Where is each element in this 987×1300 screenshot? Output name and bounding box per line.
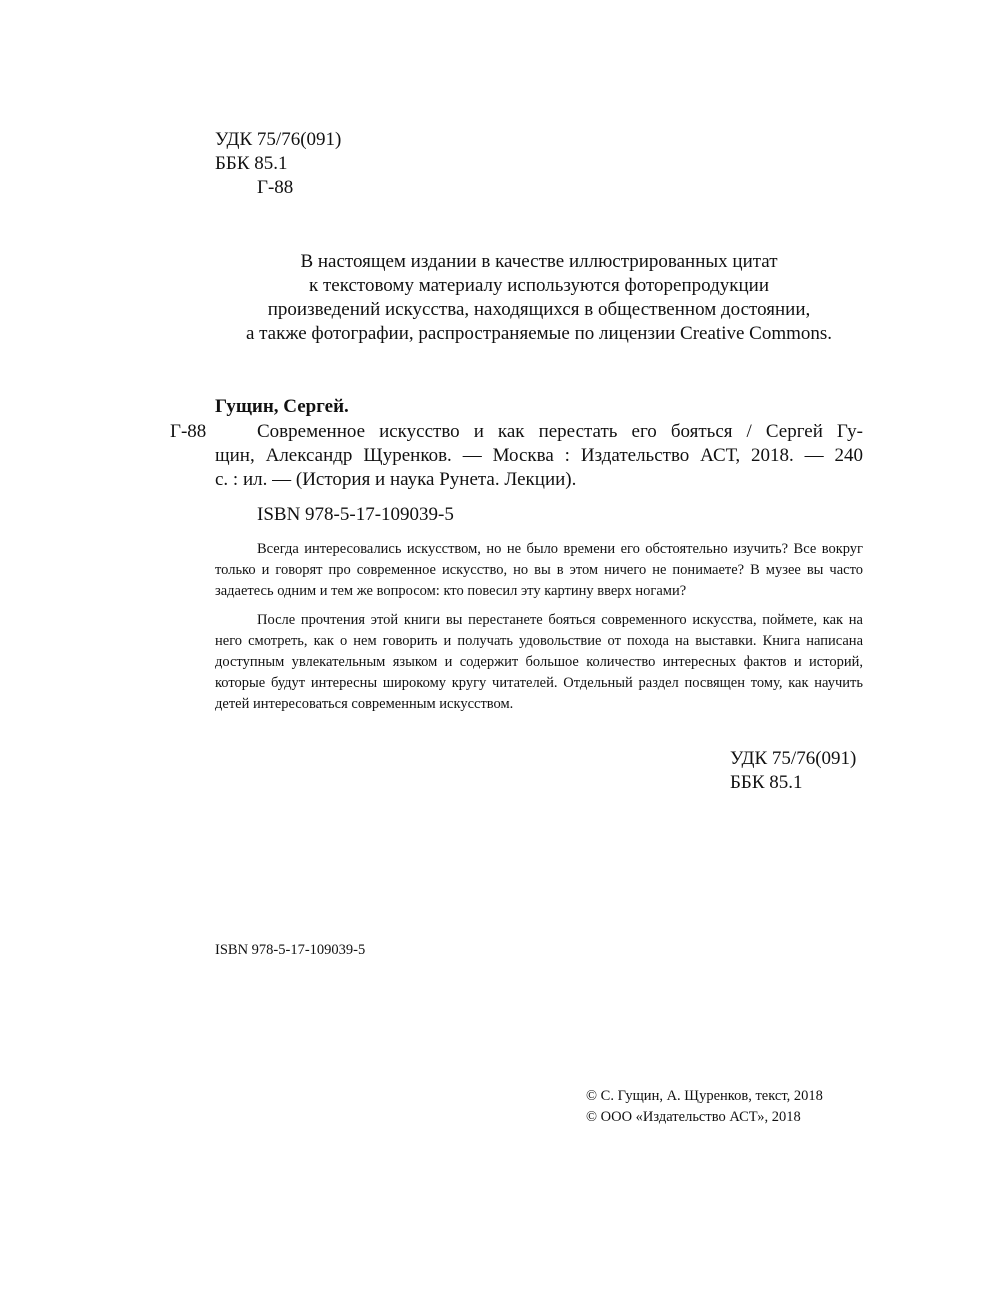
bibliography-line: щин, Александр Щуренков. — Москва : Издательство АСТ, 2018. — 240	[215, 445, 863, 466]
notice-line: к текстовому материалу используются фоторепродукции	[308, 275, 770, 296]
bibliography-side-code: Г-88	[170, 421, 207, 442]
copyright-block	[586, 1086, 823, 1128]
author-mark: Г-88	[257, 177, 294, 198]
bibliography-author: Гущин, Сергей.	[215, 396, 349, 417]
copyright-line: © ООО «Издательство АСТ», 2018	[586, 1109, 801, 1125]
classification-codes-top	[215, 128, 341, 200]
bbk-code: ББК 85.1	[730, 772, 803, 793]
notice-line: произведений искусства, находящихся в общественном достоянии,	[267, 299, 811, 320]
bbk-code: ББК 85.1	[215, 153, 288, 174]
bibliography-line: с. : ил. — (История и наука Рунета. Лекции).	[215, 469, 577, 490]
notice-line: В настоящем издании в качестве иллюстрированных цитат	[300, 251, 778, 272]
annotation-paragraph: После прочтения этой книги вы перестанете бояться современного искусства, поймете, как на него смотреть, как о нем говорить и получать удовольствие от похода на выставки. Книга написана доступным увлекательным языком и содержит большое количество интересных фактов и историй, которые будут интересны широкому кругу читателей. Отдельный раздел посвящен тому, как научить детей интересоваться современным искусством.	[215, 612, 863, 712]
isbn-footer: ISBN 978-5-17-109039-5	[215, 942, 366, 958]
udk-code: УДК 75/76(091)	[215, 129, 342, 150]
notice-line: а также фотографии, распространяемые по лицензии Creative Commons.	[245, 323, 833, 344]
annotation-paragraph: Всегда интересовались искусством, но не было времени его обстоятельно изучить? Все вокруг только и говорят про современное искусство, но вы в этом ничего не понимаете? В музее вы часто задаетесь одним и тем же вопросом: кто повесил эту картину вверх ногами?	[215, 541, 863, 599]
udk-code: УДК 75/76(091)	[730, 748, 857, 769]
bibliography-description	[215, 420, 863, 492]
copyright-line: © С. Гущин, А. Щуренков, текст, 2018	[586, 1088, 823, 1104]
illustration-notice	[215, 250, 863, 346]
bibliography-isbn: ISBN 978-5-17-109039-5	[257, 504, 454, 525]
classification-codes-bottom	[730, 747, 856, 795]
bibliography-line: Современное искусство и как перестать его бояться / Сергей Гу-	[257, 421, 863, 442]
annotation	[215, 539, 863, 715]
